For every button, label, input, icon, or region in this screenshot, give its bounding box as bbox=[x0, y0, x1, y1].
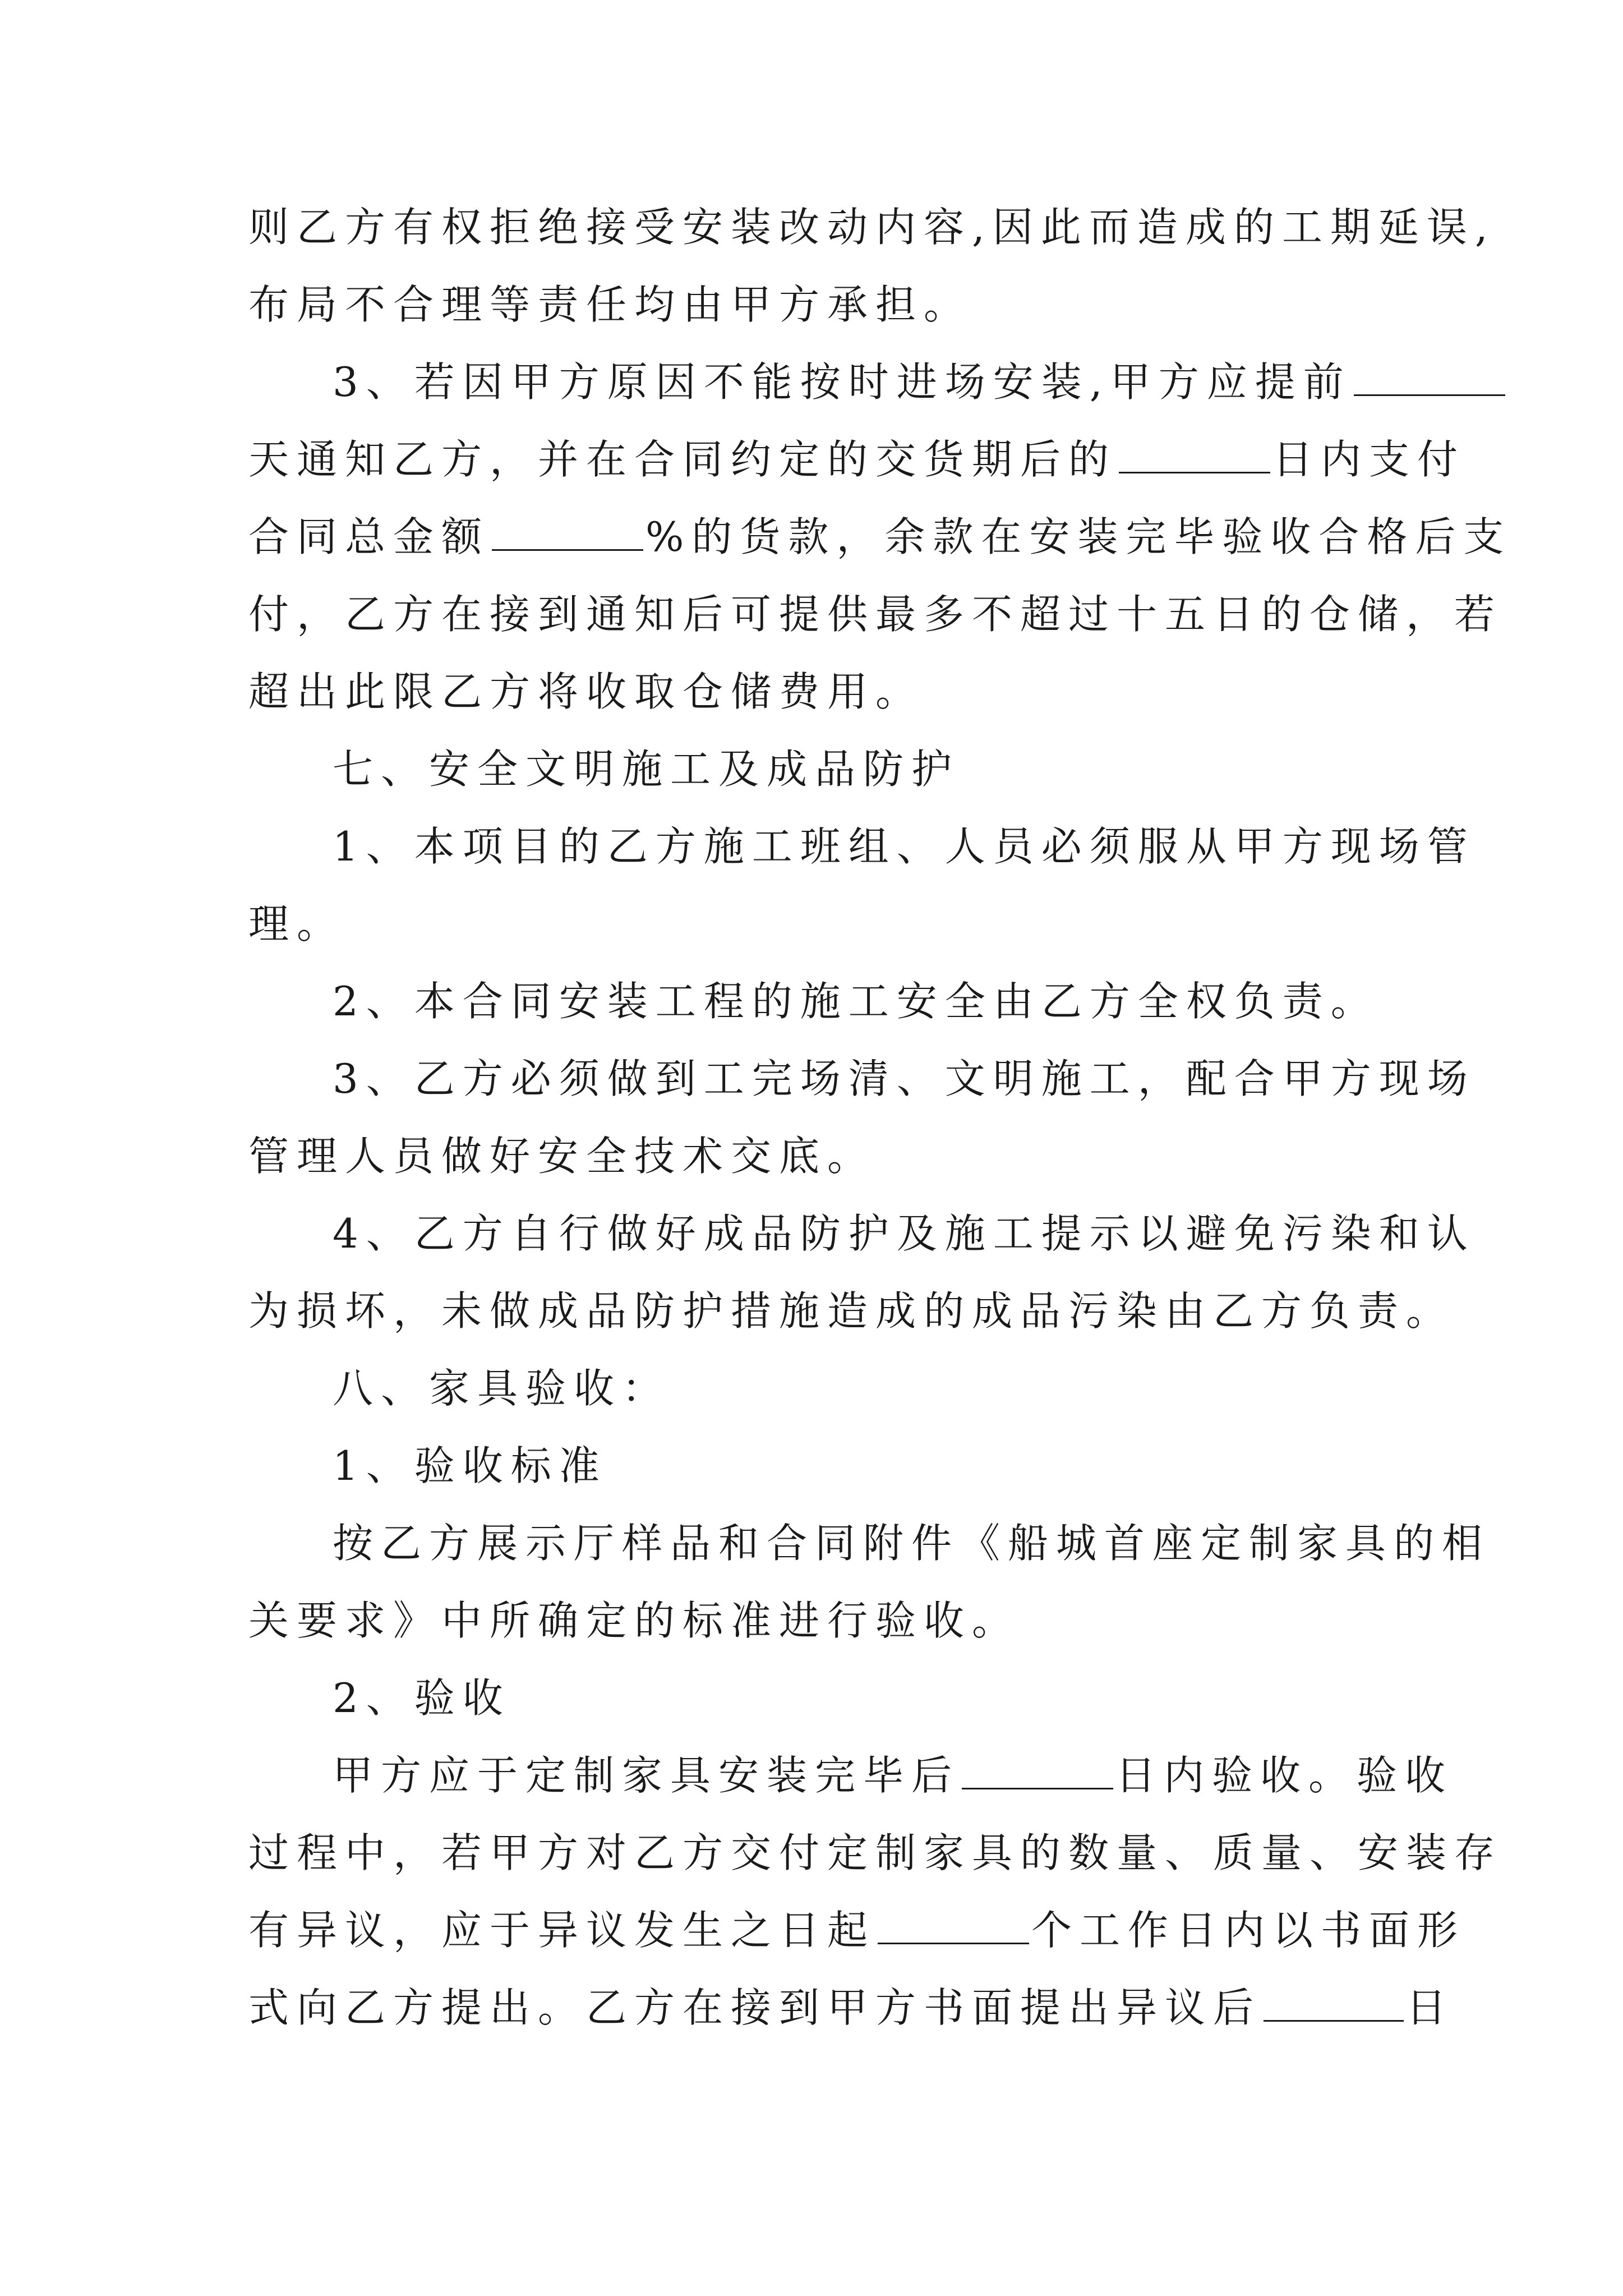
paragraph-line bbox=[333, 1051, 1476, 1107]
fill-in-blank bbox=[1264, 1985, 1404, 2022]
subsection-heading bbox=[333, 1670, 511, 1726]
text-span: 管理人员做好安全技术交底。 bbox=[248, 1133, 876, 1180]
paragraph-line bbox=[248, 896, 345, 952]
paragraph-line bbox=[248, 586, 1502, 642]
paragraph-line bbox=[248, 664, 924, 720]
text-span: 日内支付 bbox=[1272, 436, 1466, 483]
paragraph-line bbox=[248, 1593, 1020, 1649]
paragraph-line bbox=[333, 354, 1507, 410]
text-span: 布局不合理等责任均由甲方承担。 bbox=[248, 281, 972, 328]
paragraph-line bbox=[248, 1902, 1465, 1958]
paragraph-line bbox=[248, 1128, 875, 1184]
text-span: 3、乙方必须做到工完场清、文明施工，配合甲方现场 bbox=[333, 1055, 1476, 1102]
text-span: 日内验收。验收 bbox=[1115, 1752, 1454, 1799]
section-heading bbox=[333, 1360, 670, 1416]
text-span: 理。 bbox=[248, 900, 345, 947]
fill-in-blank bbox=[1119, 437, 1270, 473]
text-span: 天通知乙方，并在合同约定的交货期后的 bbox=[248, 436, 1117, 483]
paragraph-line bbox=[333, 973, 1379, 1029]
text-span: 则乙方有权拒绝接受安装改动内容,因此而造成的工期延误, bbox=[248, 204, 1496, 251]
section-heading bbox=[333, 741, 960, 797]
text-span: 4、乙方自行做好成品防护及施工提示以避免污染和认 bbox=[333, 1210, 1476, 1257]
text-span: 式向乙方提出。乙方在接到甲方书面提出异议后 bbox=[248, 1984, 1262, 2031]
paragraph-line bbox=[333, 1205, 1476, 1262]
text-span: 关要求》中所确定的标准进行验收。 bbox=[248, 1597, 1021, 1644]
fill-in-blank bbox=[492, 514, 643, 551]
text-span: 超出此限乙方将收取仓储费用。 bbox=[248, 668, 924, 715]
fill-in-blank bbox=[878, 1908, 1029, 1944]
text-span: 2、验收 bbox=[333, 1674, 511, 1722]
paragraph-line bbox=[248, 199, 1496, 255]
text-span: 过程中，若甲方对乙方交付定制家具的数量、质量、安装存 bbox=[248, 1829, 1503, 1876]
text-span: 3、若因甲方原因不能按时进场安装,甲方应提前 bbox=[333, 358, 1352, 406]
text-span: 按乙方展示厅样品和合同附件《船城首座定制家具的相 bbox=[333, 1520, 1491, 1567]
paragraph-line bbox=[333, 1515, 1490, 1571]
text-span: 1、本项目的乙方施工班组、人员必须服从甲方现场管 bbox=[333, 823, 1476, 870]
text-span: 日 bbox=[1406, 1984, 1455, 2031]
text-span: 为损坏，未做成品防护措施造成的成品污染由乙方负责。 bbox=[248, 1287, 1455, 1335]
fill-in-blank bbox=[962, 1753, 1113, 1789]
text-span: 八、家具验收： bbox=[333, 1365, 671, 1412]
subsection-heading bbox=[333, 1438, 607, 1494]
paragraph-line bbox=[248, 431, 1465, 487]
paragraph-line bbox=[248, 509, 1511, 565]
text-span: 合同总金额 bbox=[248, 513, 490, 560]
text-span: 2、本合同安装工程的施工安全由乙方全权负责。 bbox=[333, 978, 1379, 1025]
fill-in-blank bbox=[1354, 360, 1505, 396]
paragraph-line bbox=[333, 818, 1476, 875]
text-span: 1、验收标准 bbox=[333, 1442, 607, 1489]
paragraph-line bbox=[248, 1825, 1502, 1881]
text-span: 七、安全文明施工及成品防护 bbox=[333, 746, 960, 793]
paragraph-line bbox=[248, 1283, 1454, 1339]
text-span: 个工作日内以书面形 bbox=[1031, 1907, 1466, 1954]
paragraph-line bbox=[248, 1980, 1454, 2036]
text-span: 有异议，应于异议发生之日起 bbox=[248, 1907, 876, 1954]
paragraph-line bbox=[333, 1747, 1453, 1803]
text-span: 付，乙方在接到通知后可提供最多不超过十五日的仓储，若 bbox=[248, 591, 1503, 638]
text-span: 甲方应于定制家具安装完毕后 bbox=[333, 1752, 960, 1799]
text-span: %的货款，余款在安装完毕验收合格后支 bbox=[645, 513, 1512, 560]
paragraph-line bbox=[248, 277, 972, 333]
